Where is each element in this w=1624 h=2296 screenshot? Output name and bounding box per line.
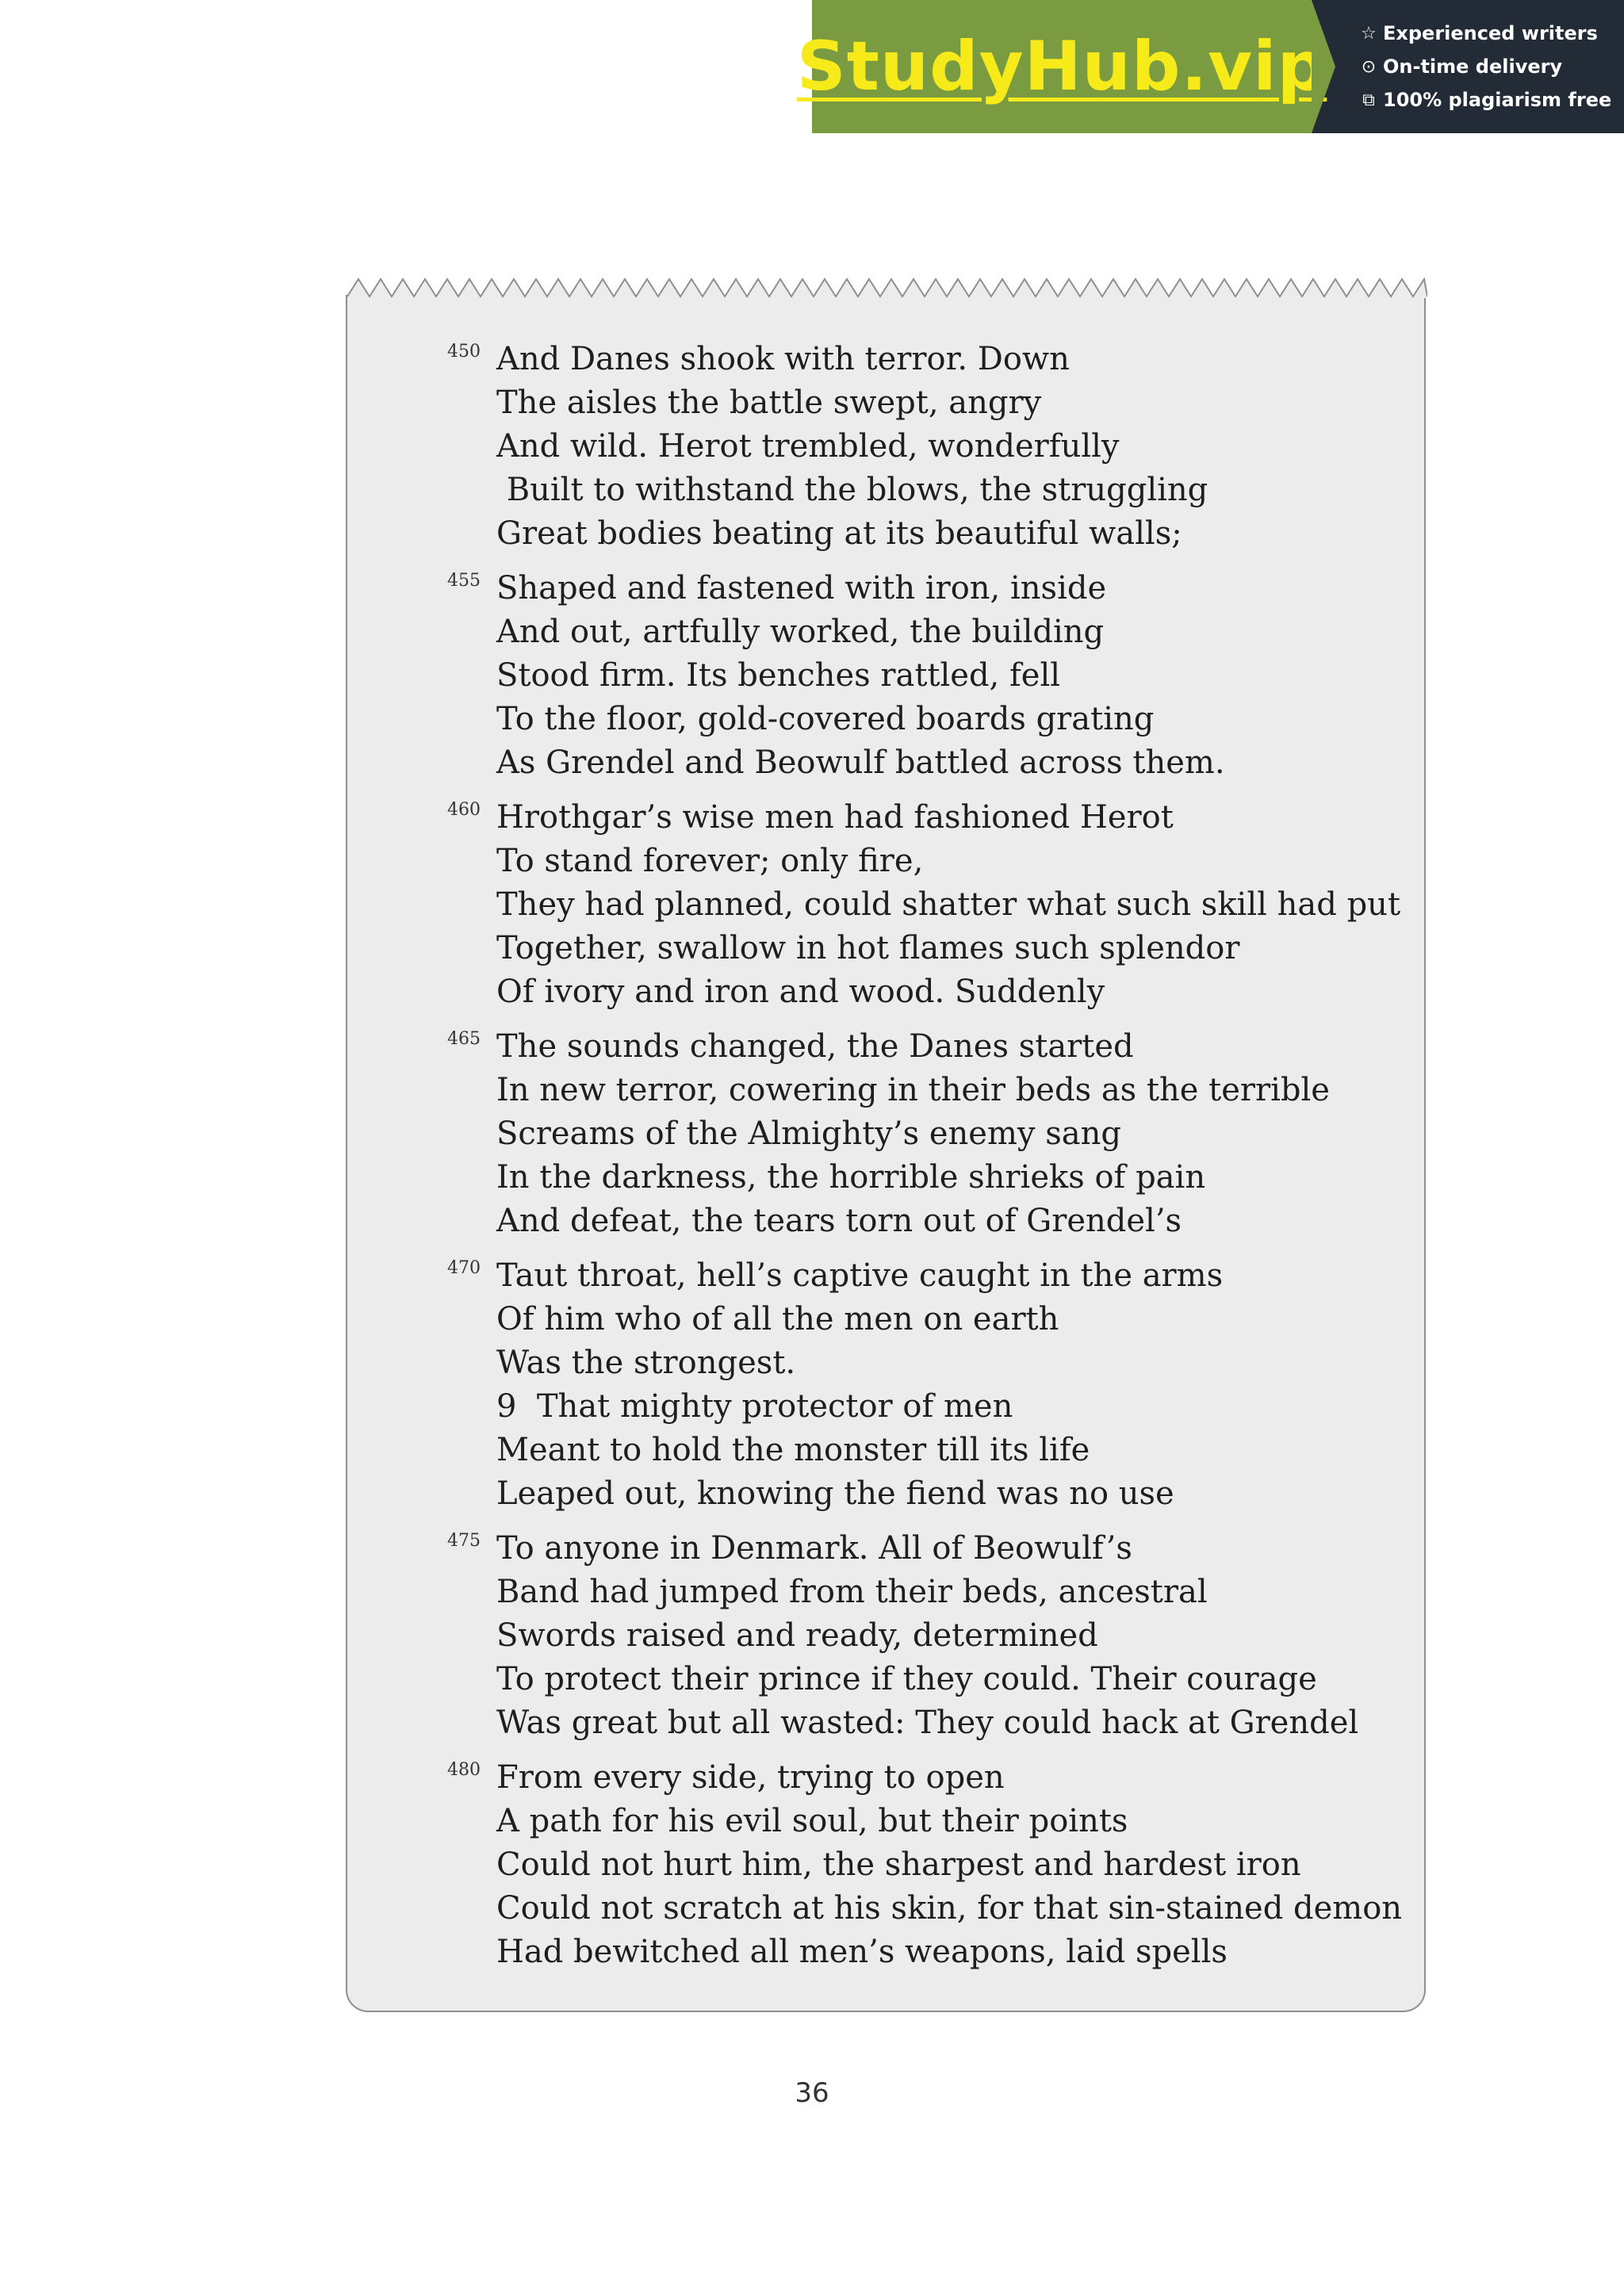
poem-line	[347, 1429, 1424, 1472]
poem-line-text: Hrothgar’s wise men had fashioned Herot	[496, 799, 1174, 836]
line-number: 480	[447, 1760, 481, 1780]
poem-line-text: Had bewitched all men’s weapons, laid spells	[496, 1934, 1228, 1970]
poem-card	[346, 295, 1426, 2012]
poem-line-text: Stood firm. Its benches rattled, fell	[496, 657, 1061, 694]
poem-line-text: And out, artfully worked, the building	[496, 614, 1105, 650]
poem-line	[347, 1254, 1424, 1298]
poem-line	[347, 610, 1424, 654]
feature-label: 100% plagiarism free	[1383, 89, 1612, 111]
poem-line	[347, 1527, 1424, 1571]
feature-plagiarism-free	[1359, 86, 1624, 114]
clock-icon: ⊙	[1361, 56, 1377, 77]
poem-line-text: To protect their prince if they could. Their courage	[496, 1661, 1317, 1697]
copy-icon: ⧉	[1362, 90, 1375, 110]
poem-line	[347, 1385, 1424, 1429]
feature-experienced-writers	[1359, 19, 1624, 48]
features-panel	[1312, 0, 1624, 133]
poem-line	[347, 1571, 1424, 1614]
poem-line	[347, 1931, 1424, 1974]
poem-line-text: Taut throat, hell’s captive caught in the arms	[496, 1257, 1224, 1294]
brand-logo: StudyHub.vip	[796, 27, 1327, 106]
poem-line-text: Built to withstand the blows, the struggling	[496, 472, 1208, 508]
star-icon: ☆	[1361, 23, 1377, 44]
poem-line	[347, 1887, 1424, 1931]
line-number: 460	[447, 800, 481, 820]
poem-line-text: Screams of the Almighty’s enemy sang	[496, 1115, 1121, 1152]
poem-line-text: And defeat, the tears torn out of Grendel’s	[496, 1203, 1182, 1239]
poem-line	[347, 654, 1424, 698]
poem-line	[347, 1069, 1424, 1112]
poem-line-text: Meant to hold the monster till its life	[496, 1432, 1090, 1468]
poem-line	[347, 1614, 1424, 1658]
poem-line-text: To stand forever; only fire,	[496, 843, 924, 879]
poem-line	[347, 1472, 1424, 1516]
line-number: 475	[447, 1531, 481, 1551]
feature-label: On-time delivery	[1383, 55, 1563, 78]
poem-line	[347, 1800, 1424, 1843]
studyhub-banner[interactable]	[796, 0, 1624, 133]
poem-line	[347, 469, 1424, 512]
poem-line-text: And wild. Herot trembled, wonderfully	[496, 428, 1120, 465]
stanza	[347, 567, 1424, 785]
poem-line	[347, 1756, 1424, 1800]
poem-line	[347, 840, 1424, 883]
poem-line	[347, 512, 1424, 556]
poem-line-text: From every side, trying to open	[496, 1759, 1005, 1796]
poem-line	[347, 1025, 1424, 1069]
poem-line-text: Was the strongest.	[496, 1345, 796, 1381]
poem-line	[347, 883, 1424, 927]
poem-line	[347, 1843, 1424, 1887]
poem-line	[347, 1658, 1424, 1701]
stanza	[347, 796, 1424, 1014]
brand-panel	[796, 0, 1327, 133]
poem-line-text: Swords raised and ready, determined	[496, 1617, 1098, 1654]
poem-line-text: In new terror, cowering in their beds as the terrible	[496, 1072, 1330, 1108]
poem-line-text: Together, swallow in hot flames such splendor	[496, 930, 1240, 966]
poem-line	[347, 567, 1424, 610]
poem-line	[347, 741, 1424, 785]
poem-line-text: Leaped out, knowing the fiend was no use	[496, 1475, 1174, 1512]
poem-stanzas	[347, 338, 1424, 1985]
poem-line	[347, 1701, 1424, 1745]
line-number: 465	[447, 1029, 481, 1049]
poem-line	[347, 927, 1424, 970]
stanza	[347, 1527, 1424, 1745]
stanza	[347, 338, 1424, 556]
poem-line-text: Band had jumped from their beds, ancestral	[496, 1574, 1208, 1610]
poem-line	[347, 425, 1424, 469]
poem-line-text: The sounds changed, the Danes started	[496, 1028, 1134, 1065]
line-number: 455	[447, 571, 481, 591]
poem-line-text: And Danes shook with terror. Down	[496, 341, 1070, 377]
poem-line-text: As Grendel and Beowulf battled across them.	[496, 744, 1225, 781]
poem-line	[347, 1200, 1424, 1243]
poem-line-text: Could not scratch at his skin, for that sin-stained demon	[496, 1890, 1403, 1927]
poem-line-text: In the darkness, the horrible shrieks of pain	[496, 1159, 1206, 1196]
poem-line-text: To anyone in Denmark. All of Beowulf’s	[496, 1530, 1132, 1567]
stanza	[347, 1254, 1424, 1516]
poem-line	[347, 796, 1424, 840]
poem-line-text: Shaped and fastened with iron, inside	[496, 570, 1107, 607]
poem-line-text: Of ivory and iron and wood. Suddenly	[496, 974, 1105, 1010]
poem-line-text: A path for his evil soul, but their points	[496, 1803, 1128, 1839]
poem-line	[347, 970, 1424, 1014]
feature-on-time-delivery	[1359, 52, 1624, 81]
stanza	[347, 1025, 1424, 1243]
poem-line	[347, 1341, 1424, 1385]
feature-label: Experienced writers	[1383, 22, 1598, 44]
line-number: 450	[447, 342, 481, 362]
poem-line-text: They had planned, could shatter what such skill had put	[496, 886, 1401, 923]
poem-line-text: Could not hurt him, the sharpest and hardest iron	[496, 1846, 1301, 1883]
page-number: 36	[795, 2077, 829, 2109]
poem-line-text: Was great but all wasted: They could hack at Grendel	[496, 1705, 1359, 1741]
poem-line-text: 9 That mighty protector of men	[496, 1388, 1013, 1425]
poem-line	[347, 698, 1424, 741]
line-number: 470	[447, 1258, 481, 1278]
poem-line	[347, 1112, 1424, 1156]
poem-line-text: The aisles the battle swept, angry	[496, 385, 1042, 421]
poem-line-text: To the floor, gold-covered boards grating	[496, 701, 1155, 737]
torn-edge	[347, 277, 1427, 298]
poem-line	[347, 338, 1424, 381]
poem-line-text: Of him who of all the men on earth	[496, 1301, 1059, 1337]
poem-line	[347, 1156, 1424, 1200]
poem-line	[347, 1298, 1424, 1341]
poem-line-text: Great bodies beating at its beautiful walls;	[496, 515, 1182, 552]
stanza	[347, 1756, 1424, 1974]
poem-line	[347, 381, 1424, 425]
